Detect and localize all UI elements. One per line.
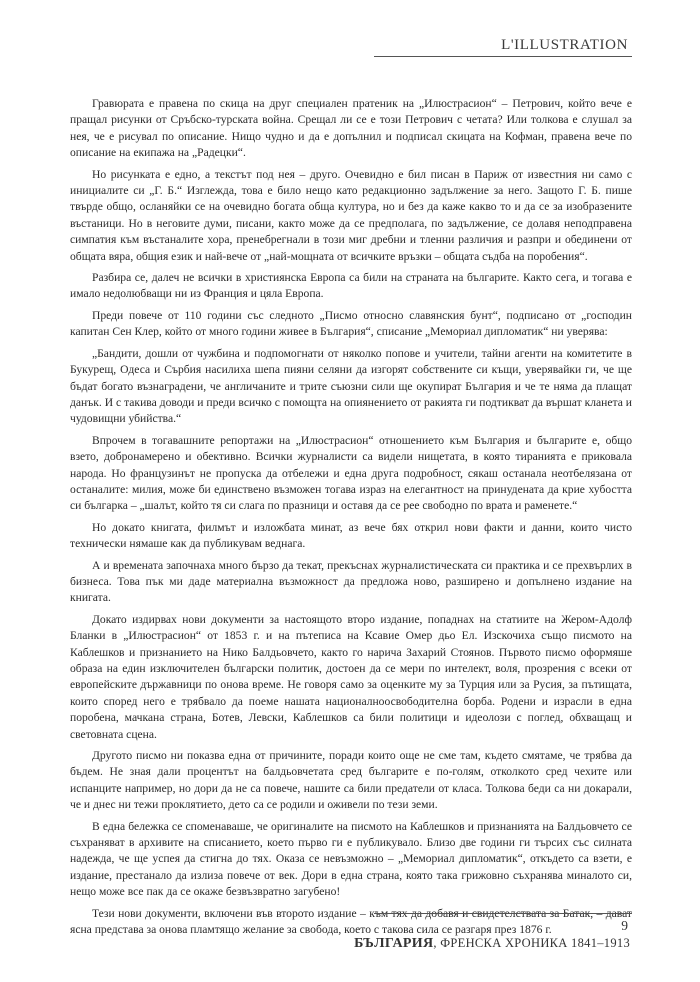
quoted-letter-paragraph: „Бандити, дошли от чужбина и подпомогнати от няколко попове и учители, тайни агенти на комитетите в Букурещ, Одеса и Сърбия насилиха шепа пияни селяни да изгорят собствените си къщи, уверявайки ги, че ще бъдат богато възнаградени, че англичаните и трите съюзни сили ще окупират България и че те няма да плащат данък. И с такива доводи и преди всичко с помощта на опиянението от ракията ги подтикват да вършат кланета и чудовищни убийства.“ — [70, 346, 632, 426]
footer-divider — [374, 913, 632, 914]
paragraph: Тези нови документи, включени във второто издание – към тях да добавя и свидетелствата за Батак, – дават ясна представа за онова пламтящо желание за свобода, което с такова сила се разгаря през 1876 г. — [70, 906, 632, 937]
article-body — [70, 96, 632, 944]
paragraph: Но рисунката е едно, а текстът под нея – друго. Очевидно е бил писан в Париж от известния ни само с инициалите си „Г. Б.“ Изглежда, това е било нещо като редакционно задължение за него. Защото Г. Б. пише твърде общо, осланяйки се на очевидно богата обща култура, но и без да каже какво то и да се за изобразените въстаници. Но в неговите думи, писани, както може да се предполага, по задължение, се долавя неподправена симпатия към въстаналите хора, пренебрегнали в този миг дребни и тленни различия и разпри и обединени от общата вяра, общия език и най-вече от „най-мощната от всичките връзки – общата съдба на поробения“. — [70, 167, 632, 263]
page-number: 9 — [621, 918, 628, 933]
paragraph: Гравюрата е правена по скица на друг специален пратеник на „Илюстрасион“ – Петрович, който вече е пращал рисунки от Сръбско-турската война. Срещал ли се е този Петрович с четата? Или толкова е слушал за нея, че е рисувал по описание. Нищо чудно и да е допълнил и подписал скицата на Кофман, правена вече по описание на екипажа на „Радецки“. — [70, 97, 632, 160]
book-title-main: БЪЛГАРИЯ — [354, 936, 434, 951]
paragraph: В една бележка се споменаваше, че оригиналите на писмото на Каблешков и признанията на Балдьовчето се съхраняват в архивите на списанието, което първо ги е публикувало. Близо две години ги търсих със силната надежда, че ще успея да стигна до тях. Оказа се невъзможно – „Мемориал дипломатик“, откъдето са взети, е издание, престанало да излиза повече от век. Дори в една страна, която така грижовно съхранява миналото си, нещо може все пак да се окаже безвъзвратно загубено! — [70, 819, 632, 899]
paragraph: Но докато книгата, филмът и изложбата минат, аз вече бях открил нови факти и данни, които чисто технически нямаше как да публикувам веднага. — [70, 520, 632, 551]
book-title-subtitle: , ФРЕНСКА ХРОНИКА 1841–1913 — [433, 936, 630, 950]
running-head-title: L'ILLUSTRATION — [501, 37, 628, 53]
paragraph: Преди повече от 110 години със следното „Писмо относно славянския бунт“, подписано от „господин капитан Сен Клер, който от много години живее в България“, списание „Мемориал дипломатик“ ни уверява: — [70, 308, 632, 339]
book-title — [0, 934, 630, 952]
paragraph: Докато издирвах нови документи за настоящото второ издание, попаднах на статиите на Жером-Адолф Бланки в „Илюстрасион“ от 1853 г. и на пътеписа на Ксавие Омер дьо Ел. Изскочиха също писмото на Каблешков и признанието на Нико Балдьовчето, както го нарича Захарий Стоянов. Първото писмо оформяше образа на един изключителен български политик, достоен да се мери по интелект, воля, прозрения с всеки от европейските държавници по онова време. Не говоря само за оценките му за Турция или за Русия, за пътищата, които според него е трябвало да поеме нашата националноосвободителна борба. Родени и израсли в една поробена, мачкана страна, Ботев, Левски, Каблешков са били политици и идеолози с поглед, обхващащ и световната сцена. — [70, 612, 632, 741]
paragraph: Другото писмо ни показва една от причините, поради които още не сме там, където смятаме, че трябва да бъдем. Не зная дали процентът на балдьовчетата сред българите е по-голям, отколкото сред чехите или испанците например, но дори да не са повече, нашите са били предатели от класа. Толкова беди са ни докарали, че и днес ни тежи проклятието, дето са се родили и оживели по тези земи. — [70, 749, 632, 812]
header-divider — [374, 56, 632, 57]
paragraph: Впрочем в тогавашните репортажи на „Илюстрасион“ отношението към България и българите е, общо взето, добронамерено и обективно. Всички журналисти са видели нищетата, в която тиранията е приковала народа. Но французинът не пропуска да отбележи и една друга подробност, сякаш останала неотбелязана от останалите: милия, може би единствено възможен тогава израз на елегантност на принудената да крие хубостта си българка – „шалът, който тя си слага по празници и оставя да се рее свободно по врата и раменете.“ — [70, 433, 632, 513]
paragraph: А и времената започнаха много бързо да текат, прекъснах журналистическата си практика и се прехвърлих в бизнеса. Това пък ми даде материална възможност да предложа ново, разширено и допълнено издание на книгата. — [70, 558, 632, 605]
paragraph: Разбира се, далеч не всички в християнска Европа са били на страната на българите. Както сега, и тогава е имало недолюбващи ни из Франция и цяла Европа. — [70, 271, 632, 301]
